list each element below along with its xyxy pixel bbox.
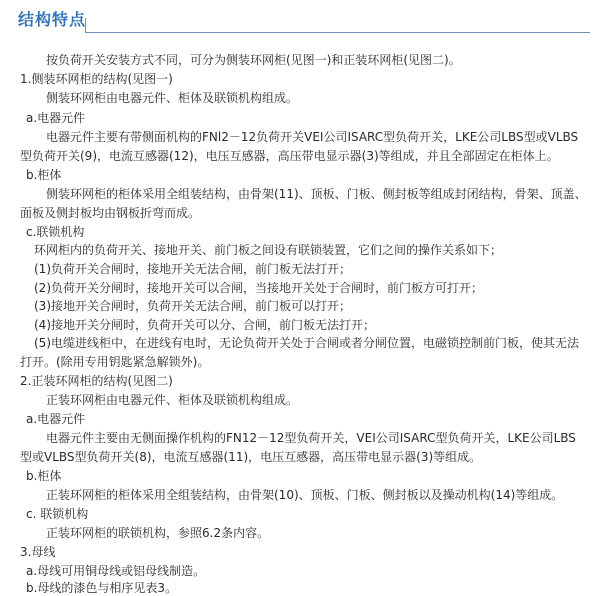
heading-side-mount: 1.侧装环网柜的结构(见图一) <box>20 72 173 86</box>
paragraph-line: 型或VLBS型负荷开关(8)，电流互感器(11)，电压互感器，高压带电显示器(3)等组成。 <box>20 450 482 464</box>
paragraph-line: 环网柜内的负荷开关、接地开关、前门板之间设有联锁装置，它们之间的操作关系如下； <box>34 243 503 257</box>
list-item: (3)接地开关合闸时，负荷开关无法合闸，前门板可以打开； <box>34 299 352 313</box>
subheading-cabinet: b.柜体 <box>26 168 62 182</box>
list-item: a.母线可用铜母线或铝母线制造。 <box>26 564 206 578</box>
paragraph-line: 打开。(除用专用钥匙紧急解锁外)。 <box>20 355 210 369</box>
paragraph-line: 正装环网柜的柜体采用全组装结构，由骨架(10)、顶板、门板、侧封板以及操动机构(14)等组成。 <box>46 488 564 502</box>
paragraph-line: 正装环网柜由电器元件、柜体及联锁机构组成。 <box>46 393 299 407</box>
subheading-interlock: c. 联锁机构 <box>26 507 89 521</box>
list-item: (4)接地开关分闸时，负荷开关可以分、合闸，前门板无法打开； <box>34 318 376 332</box>
subheading-cabinet: b.柜体 <box>26 469 62 483</box>
paragraph-line: 侧装环网柜的柜体采用全组装结构，由骨架(11)、顶板、门板、侧封板等组成封闭结构，骨架、顶盖、 <box>46 187 587 201</box>
paragraph-line: 侧装环网柜由电器元件、柜体及联锁机构组成。 <box>46 91 299 105</box>
paragraph-line: 型负荷开关(9)，电流互感器(12)，电压互感器，高压带电显示器(3)等组成，并且全部固定在柜体上。 <box>20 149 559 163</box>
paragraph-line: 电器元件主要有带侧面机构的FNl2－12负荷开关VEI公司ISARC型负荷开关，LKE公司LBS型或VLBS <box>46 130 579 144</box>
subheading-electrical: a.电器元件 <box>26 111 86 125</box>
heading-busbar: 3.母线 <box>20 545 56 559</box>
heading-front-mount: 2.正装环网柜的结构(见图二) <box>20 374 173 388</box>
list-item: (1)负荷开关合闸时，接地开关无法合闸，前门板无法打开； <box>34 262 352 276</box>
list-item: (2)负荷开关分闸时，接地开关可以合闸，当接地开关处于合闸时，前门板方可打开； <box>34 281 484 295</box>
paragraph-line: 电器元件主要由无侧面操作机构的FN12－12型负荷开关，VEI公司ISARC型负荷开关，LKE公司LBS <box>46 431 576 445</box>
subheading-electrical: a.电器元件 <box>26 412 86 426</box>
subheading-interlock: c.联锁机构 <box>26 225 85 239</box>
list-item: (5)电缆进线柜中，在进线有电时，无论负荷开关处于合闸或者分闸位置，电磁锁控制前门板，使其无法 <box>34 336 580 350</box>
paragraph-line: 面板及侧封板均由钢板折弯而成。 <box>20 206 201 220</box>
section-title: 结构特点 <box>18 10 87 29</box>
paragraph-line: 正装环网柜的联锁机构，参照6.2条内容。 <box>46 526 270 540</box>
intro-paragraph: 按负荷开关安装方式不同，可分为侧装环网柜(见图一)和正装环网柜(见图二)。 <box>46 53 461 67</box>
list-item: b.母线的漆色与相序见表3。 <box>26 581 178 595</box>
